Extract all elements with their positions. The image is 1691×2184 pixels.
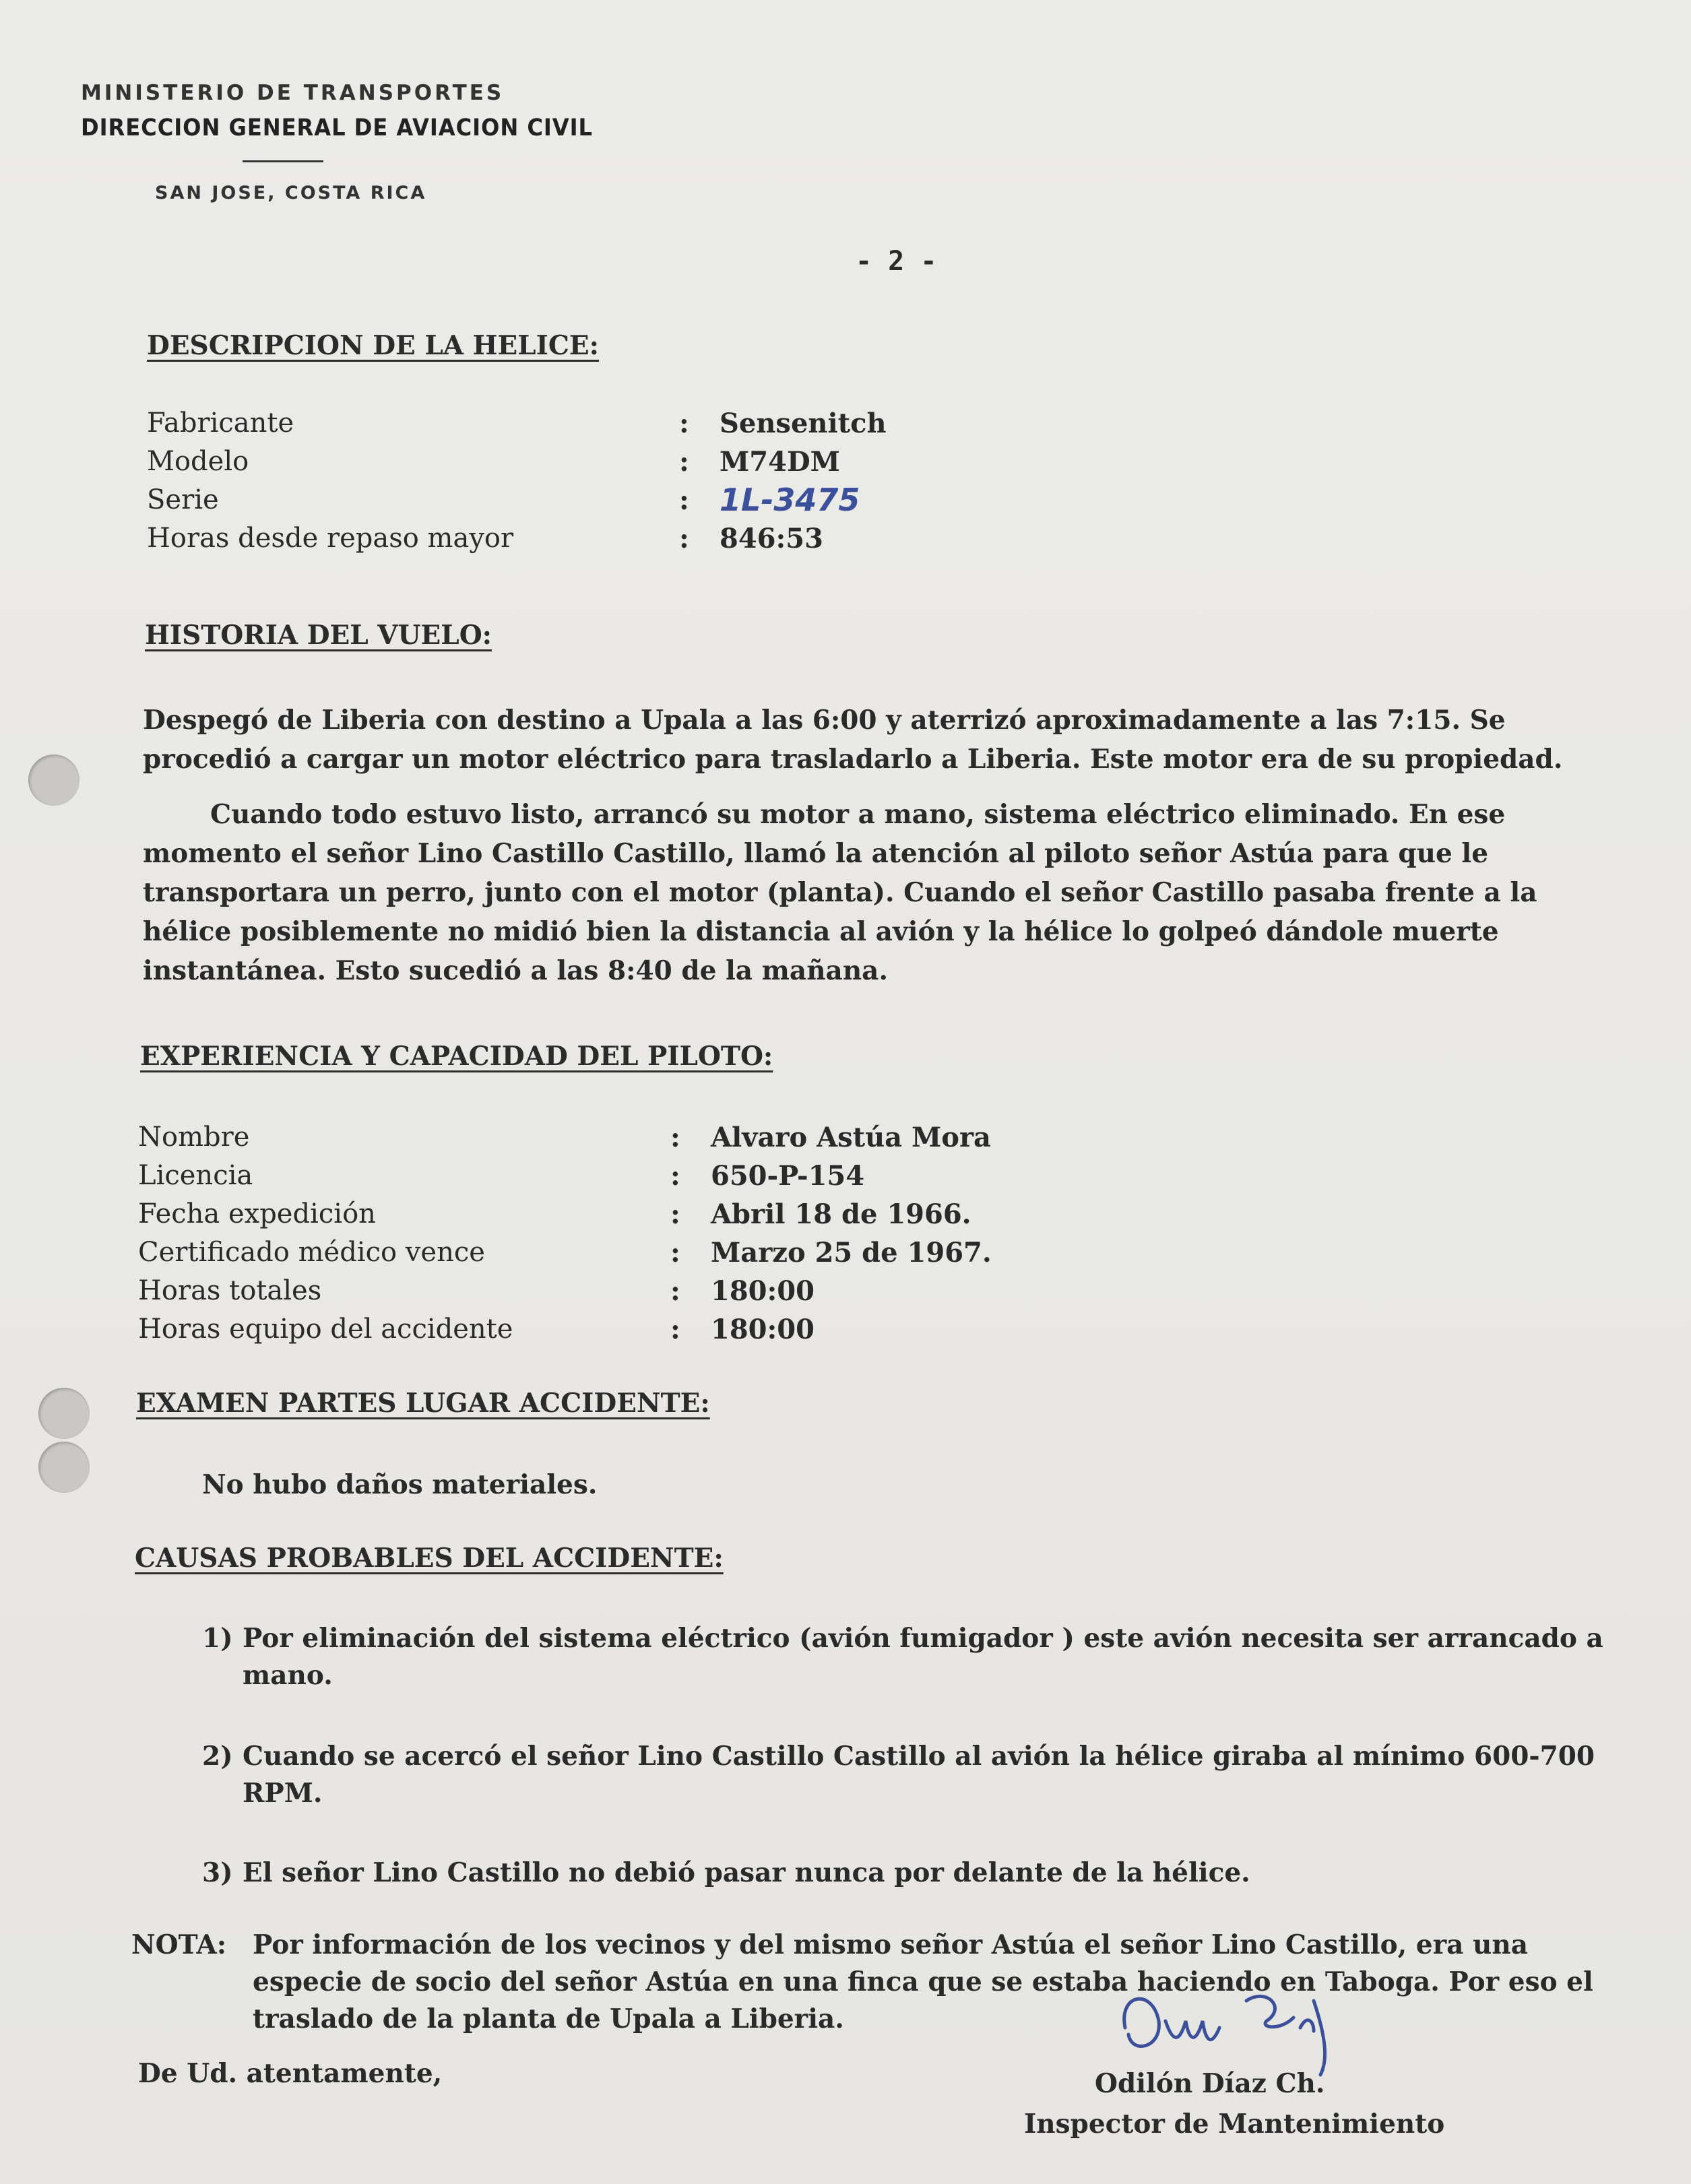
item-number: 3) [202,1857,233,1888]
flight-history-heading: HISTORIA DEL VUELO: [145,620,492,651]
table-row: Horas totales : 180:00 [138,1272,992,1310]
page-number: - 2 - [856,246,937,277]
closing-line: De Ud. atentamente, [138,2058,443,2089]
field-label: Certificado médico vence [138,1237,485,1268]
handwritten-serial: 1L-3475 [720,482,860,518]
propeller-table [147,404,887,558]
punch-hole [28,754,79,806]
table-row: Fecha expedición : Abril 18 de 1966. [138,1195,992,1233]
table-row: Fabricante : Sensenitch [147,404,887,443]
site-exam-text: No hubo daños materiales. [202,1469,598,1500]
field-label: Licencia [138,1160,253,1191]
field-value: Marzo 25 de 1967. [711,1237,992,1268]
field-value: M74DM [720,446,840,478]
field-value: 180:00 [711,1275,815,1307]
flight-history-text [143,701,1625,990]
note-text: Por información de los vecinos y del mismo señor Astúa el señor Lino Castillo, era una especie de socio del señor Astúa en una finca que se estaba haciendo en Taboga. Por eso el traslado de la planta de Upala a Liberia. [253,1929,1593,2034]
pilot-table [138,1118,992,1349]
letterhead-rule [243,160,323,162]
table-row: Modelo : M74DM [147,443,887,481]
signature-scribble [1112,1981,1395,2082]
item-text: Por eliminación del sistema eléctrico (avión fumigador ) este avión necesita ser arrancado a mano. [243,1623,1603,1691]
letterhead-location: SAN JOSE, COSTA RICA [155,183,427,203]
item-text: El señor Lino Castillo no debió pasar nunca por delante de la hélice. [243,1857,1250,1888]
field-label: Fecha expedición [138,1198,376,1229]
flight-history-paragraph: Cuando todo estuvo listo, arrancó su motor a mano, sistema eléctrico eliminado. En ese momento el señor Lino Castillo Castillo, llamó la atención al piloto señor Astúa para que le transportara un perro, junto con el motor (planta). Cuando el señor Castillo pasaba frente a la hélice posiblemente no midió bien la distancia al avión y la hélice lo golpeó dándole muerte instantánea. Esto sucedió a las 8:40 de la mañana. [143,799,1537,986]
table-row: Horas equipo del accidente : 180:00 [138,1310,992,1349]
signer-title: Inspector de Mantenimiento [1024,2109,1445,2140]
field-label: Modelo [147,446,249,477]
field-value: 650-P-154 [711,1160,865,1192]
table-row: Certificado médico vence : Marzo 25 de 1967. [138,1233,992,1272]
table-row: Licencia : 650-P-154 [138,1157,992,1195]
item-number: 1) [202,1623,233,1654]
site-exam-heading: EXAMEN PARTES LUGAR ACCIDENTE: [136,1388,710,1419]
field-value: Alvaro Astúa Mora [711,1122,991,1153]
table-row: Serie : 1L-3475 [147,482,860,518]
signer-name: Odilón Díaz Ch. [1095,2068,1325,2099]
field-label: Fabricante [147,408,294,439]
department-name: DIRECCION GENERAL DE AVIACION CIVIL [81,115,593,141]
table-row: Nombre : Alvaro Astúa Mora [138,1118,992,1157]
field-label: Horas equipo del accidente [138,1314,513,1345]
punch-hole [38,1442,90,1493]
causes-heading: CAUSAS PROBABLES DEL ACCIDENTE: [135,1543,724,1574]
field-label: Horas desde repaso mayor [147,523,514,554]
item-number: 2) [202,1741,233,1772]
field-value: Sensenitch [720,408,887,439]
field-label: Horas totales [138,1275,322,1306]
letterhead [81,81,637,203]
table-row: Horas desde repaso mayor : 846:53 [147,519,887,558]
field-value: 846:53 [720,523,823,554]
note-label: NOTA: [131,1929,227,1960]
propeller-heading: DESCRIPCION DE LA HELICE: [147,330,599,361]
item-text: Cuando se acercó el señor Lino Castillo Castillo al avión la hélice giraba al mínimo 600-700 RPM. [243,1741,1595,1809]
punch-hole [38,1388,90,1439]
ministry-name: MINISTERIO DE TRANSPORTES [81,81,505,105]
flight-history-paragraph: Despegó de Liberia con destino a Upala a las 6:00 y aterrizó aproximadamente a las 7:15. Se procedió a cargar un motor eléctrico para trasladarlo a Liberia. Este motor era de su propiedad. [143,705,1563,775]
field-value: 180:00 [711,1314,815,1345]
field-label: Serie [147,484,219,515]
field-label: Nombre [138,1122,250,1153]
pilot-heading: EXPERIENCIA Y CAPACIDAD DEL PILOTO: [140,1041,773,1072]
field-value: Abril 18 de 1966. [711,1198,971,1230]
